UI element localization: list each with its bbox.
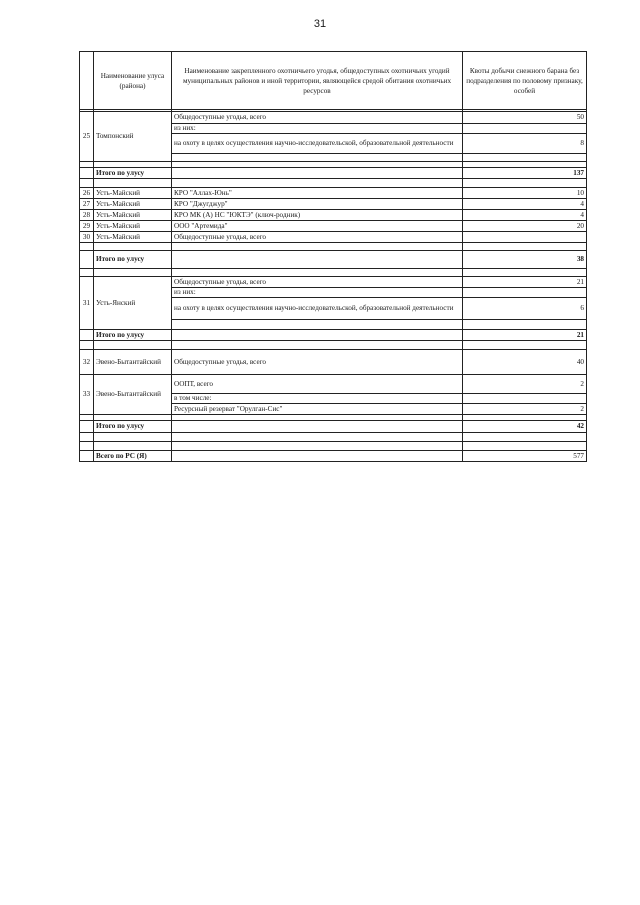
ground-name: Общедоступные угодья, всего — [172, 277, 463, 288]
row-number: 30 — [80, 232, 94, 243]
ground-name: ООО "Артемида" — [172, 221, 463, 232]
row-number: 27 — [80, 199, 94, 210]
row-number: 31 — [80, 277, 94, 330]
header-ground: Наименование закрепленного охотничьего угодья, общедоступных охотничьих угодий муниципальных районов и иной территории, являющейся средой обитания охотничьих ресурсов — [172, 52, 463, 110]
table-header-row — [80, 52, 587, 110]
row-number: 33 — [80, 375, 94, 415]
row-number: 29 — [80, 221, 94, 232]
ulus-name: Усть-Майский — [94, 199, 172, 210]
hunting-quota-table — [79, 51, 587, 462]
quota-value — [463, 232, 587, 243]
quota-value: 4 — [463, 199, 587, 210]
ulus-name: Усть-Майский — [94, 188, 172, 199]
table-row — [80, 188, 587, 199]
subtotal-row — [80, 421, 587, 433]
ulus-name: Эвено-Бытантайский — [94, 350, 172, 375]
subtotal-row — [80, 168, 587, 179]
subtotal-label: Итого по улусу — [94, 168, 172, 179]
ground-name: на охоту в целях осуществления научно-исследовательской, образовательной деятельности — [172, 134, 463, 154]
quota-value: 2 — [463, 404, 587, 415]
ground-name: КРО МК (А) НС "ЮКТЭ" (ключ-родник) — [172, 210, 463, 221]
quota-value: 6 — [463, 298, 587, 320]
subtotal-value: 137 — [463, 168, 587, 179]
grand-total-label: Всего по РС (Я) — [94, 451, 172, 462]
ground-name: Общедоступные угодья, всего — [172, 350, 463, 375]
row-number: 26 — [80, 188, 94, 199]
row-number: 28 — [80, 210, 94, 221]
table-row — [80, 277, 587, 288]
ground-name: Общедоступные угодья, всего — [172, 112, 463, 124]
row-number: 25 — [80, 112, 94, 162]
ground-name: Общедоступные угодья, всего — [172, 232, 463, 243]
header-ulus: Наименование улуса (района) — [94, 52, 172, 110]
grand-total-value: 577 — [463, 451, 587, 462]
ground-name: на охоту в целях осуществления научно-исследовательской, образовательной деятельности — [172, 298, 463, 320]
subtotal-row — [80, 251, 587, 269]
table-row — [80, 199, 587, 210]
table-row — [80, 221, 587, 232]
grand-total-row — [80, 451, 587, 462]
ulus-name: Эвено-Бытантайский — [94, 375, 172, 415]
subtotal-value: 38 — [463, 251, 587, 269]
subtotal-value: 42 — [463, 421, 587, 433]
ground-name: КРО "Джугджур" — [172, 199, 463, 210]
ulus-name: Усть-Майский — [94, 232, 172, 243]
ground-name: Ресурсный резерват "Орулган-Сис" — [172, 404, 463, 415]
header-number — [80, 52, 94, 110]
ulus-name: Томпонский — [94, 112, 172, 162]
subtotal-value: 21 — [463, 330, 587, 341]
subtotal-label: Итого по улусу — [94, 251, 172, 269]
subtotal-row — [80, 330, 587, 341]
subtotal-label: Итого по улусу — [94, 330, 172, 341]
ground-subheading: из них: — [172, 288, 463, 298]
ground-subheading: в том числе: — [172, 394, 463, 404]
ulus-name: Усть-Майский — [94, 221, 172, 232]
ground-name: КРО "Аллах-Юнь" — [172, 188, 463, 199]
ulus-name: Усть-Майский — [94, 210, 172, 221]
quota-value: 2 — [463, 375, 587, 394]
page-number: 31 — [313, 18, 327, 30]
quota-value: 50 — [463, 112, 587, 124]
quota-value: 8 — [463, 134, 587, 154]
quota-value: 21 — [463, 277, 587, 288]
header-quota: Квоты добычи снежного барана без подразделения по половому признаку, особей — [463, 52, 587, 110]
quota-value: 4 — [463, 210, 587, 221]
ground-name: ООПТ, всего — [172, 375, 463, 394]
ground-subheading: из них: — [172, 124, 463, 134]
ulus-name: Усть-Янский — [94, 277, 172, 330]
row-number: 32 — [80, 350, 94, 375]
table-row — [80, 112, 587, 124]
table-row — [80, 232, 587, 243]
quota-value: 40 — [463, 350, 587, 375]
quota-value: 10 — [463, 188, 587, 199]
subtotal-label: Итого по улусу — [94, 421, 172, 433]
table-row — [80, 210, 587, 221]
table-row — [80, 350, 587, 375]
table-row — [80, 375, 587, 394]
quota-value: 20 — [463, 221, 587, 232]
